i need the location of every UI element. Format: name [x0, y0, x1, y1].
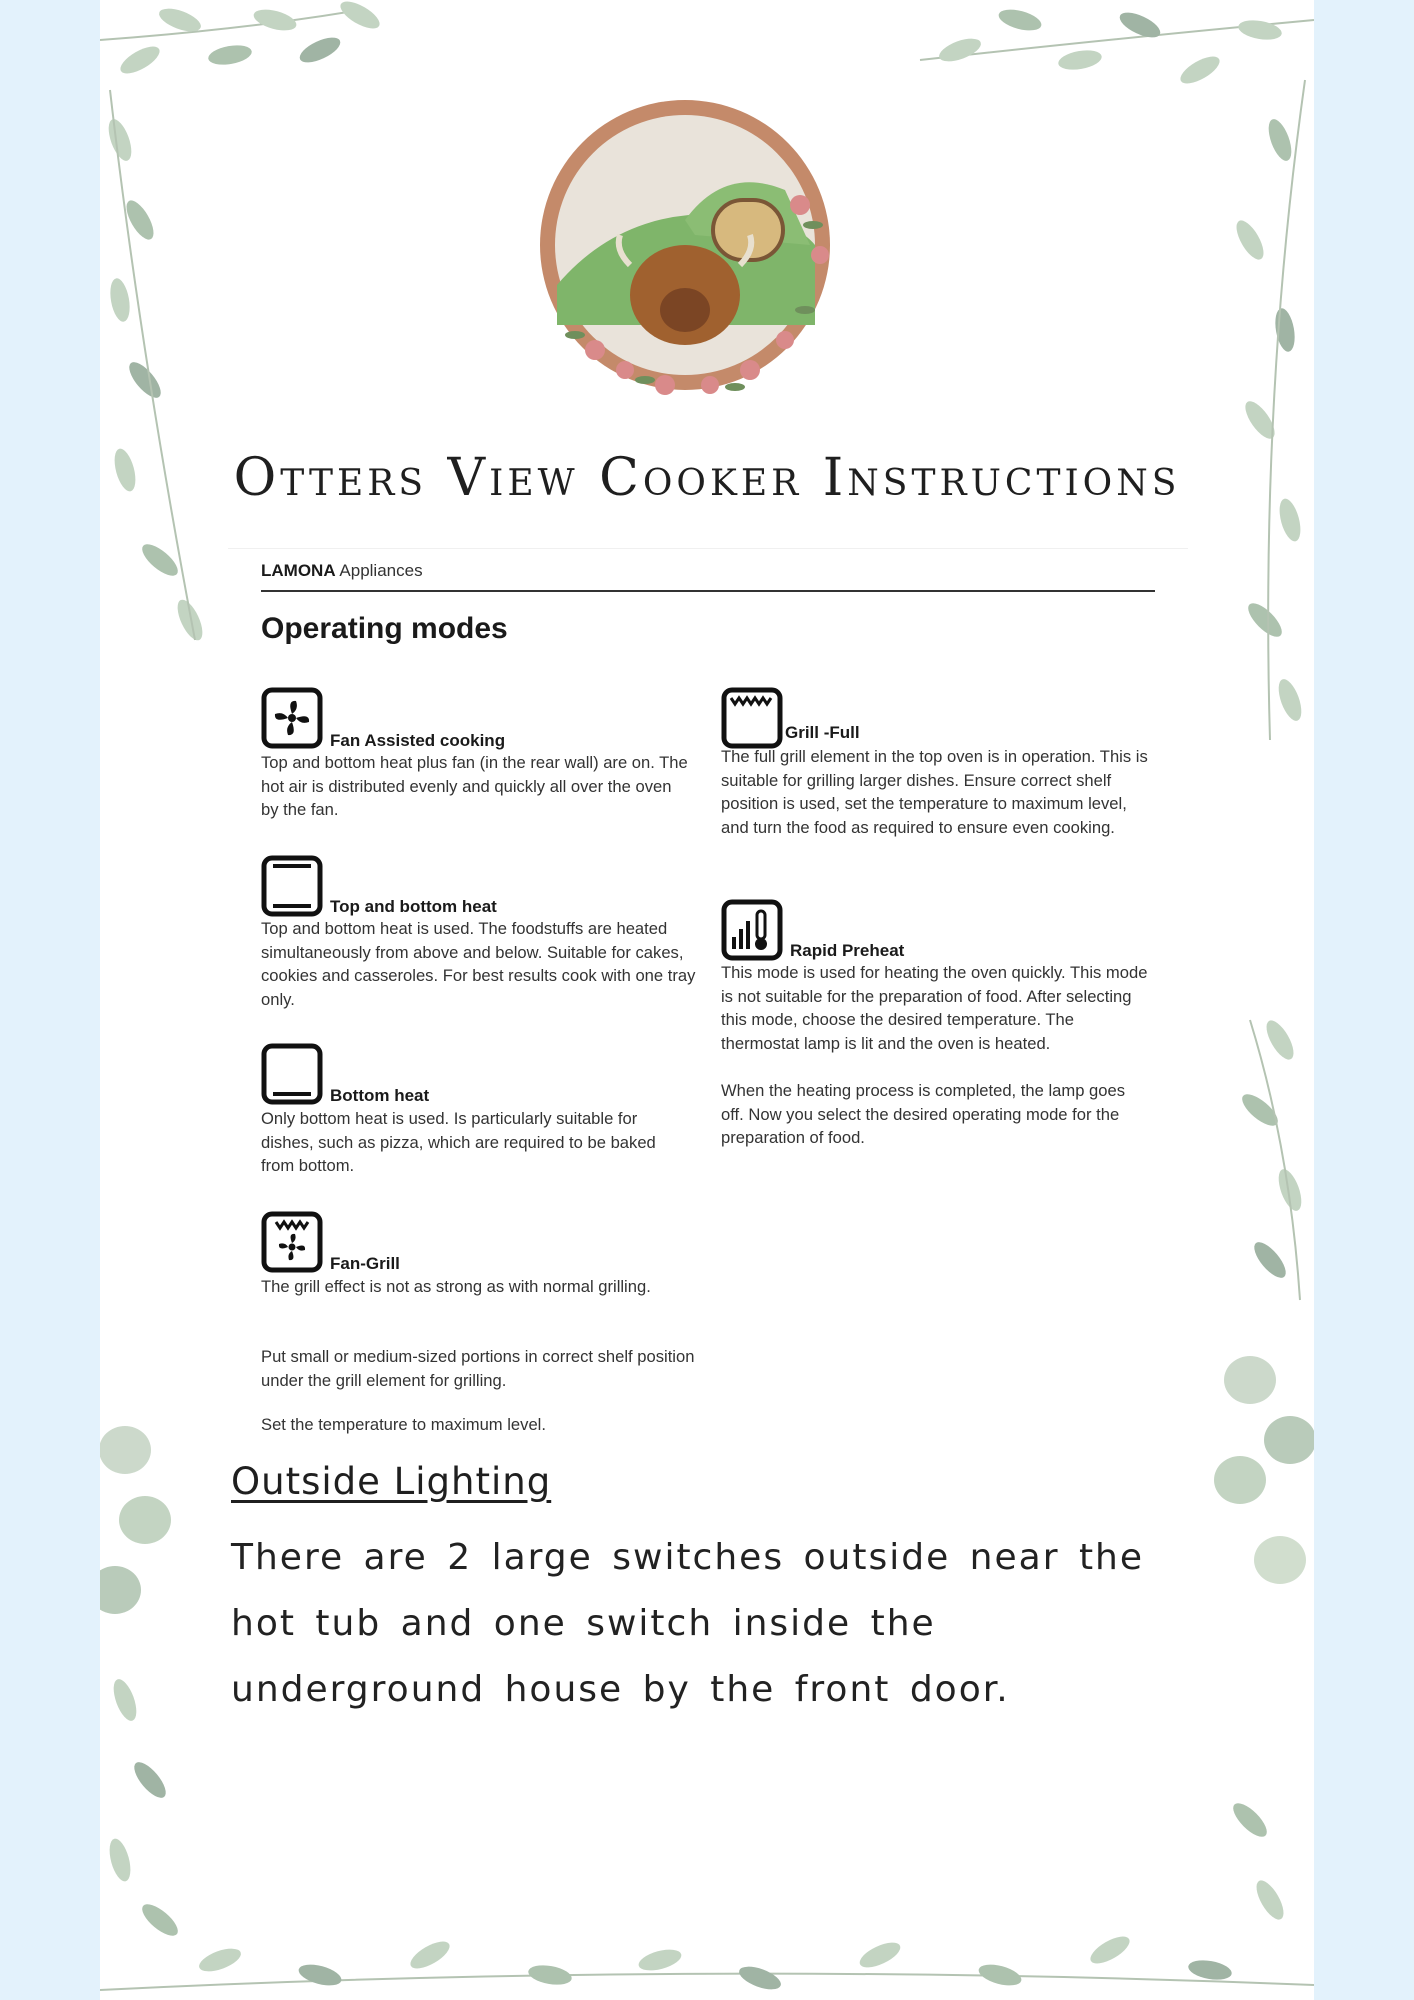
mode-description: This mode is used for heating the oven quickly. This mode is not suitable for the preparation of food. After selecting this mode, choose the desired temperature. The thermostat lamp is lit and the oven is heated.	[721, 963, 1148, 1053]
mode-top-bottom-heat	[261, 855, 711, 1025]
mode-description: Only bottom heat is used. Is particularly suitable for dishes, such as pizza, which are required to be baked from bottom.	[261, 1109, 656, 1175]
mode-description: Top and bottom heat plus fan (in the rear wall) are on. The hot air is distributed evenly and quickly all over the oven by the fan.	[261, 753, 688, 819]
mode-rapid-preheat	[721, 899, 1161, 1169]
bottom-heat-icon	[261, 1043, 323, 1105]
fan-grill-icon	[261, 1211, 323, 1273]
mode-name: Bottom heat	[330, 1086, 430, 1105]
section-heading: Operating modes	[261, 612, 508, 645]
mode-grill-full	[721, 687, 1161, 867]
mode-bottom-heat	[261, 1043, 701, 1193]
document-page	[100, 0, 1314, 2000]
fan-icon	[261, 687, 323, 749]
mode-name: Grill -Full	[785, 723, 860, 742]
mode-description: Top and bottom heat is used. The foodstuffs are heated simultaneously from above and below. Suitable for cakes, cookies and casseroles. For best results cook with one tray only.	[261, 919, 696, 1009]
top-bottom-heat-icon	[261, 855, 323, 917]
mode-description-3: Set the temperature to maximum level.	[261, 1415, 546, 1434]
header-rule	[261, 590, 1155, 592]
brand-subtitle: Appliances	[339, 561, 423, 580]
mode-description-2: Put small or medium-sized portions in correct shelf position under the grill element for grilling.	[261, 1347, 695, 1390]
brand-header	[261, 561, 423, 581]
mode-name: Rapid Preheat	[790, 941, 905, 960]
mode-description: The grill effect is not as strong as with normal grilling.	[261, 1277, 651, 1296]
highland-cow-round-window-logo	[535, 95, 885, 410]
rapid-preheat-icon	[721, 899, 783, 961]
mode-name: Fan Assisted cooking	[330, 731, 506, 750]
mode-name: Top and bottom heat	[330, 897, 497, 916]
mode-name: Fan-Grill	[330, 1254, 400, 1273]
full-grill-icon	[721, 687, 783, 749]
page-title: Otters View Cooker Instructions	[233, 448, 1181, 508]
mode-fan-grill	[261, 1211, 711, 1451]
mode-description: The full grill element in the top oven is in operation. This is suitable for grilling larger dishes. Ensure correct shelf position is used, set the temperature to maximum level, and turn the food as required to ensure even cooking.	[721, 747, 1148, 837]
outside-lighting-text: There are 2 large switches outside near the hot tub and one switch inside the underground house by the front door.	[231, 1537, 1145, 1710]
brand-name: LAMONA	[261, 561, 336, 580]
oven-manual-excerpt	[228, 548, 1188, 1447]
outside-lighting-heading: Outside Lighting	[231, 1460, 552, 1503]
mode-description-2: When the heating process is completed, the lamp goes off. Now you select the desired operating mode for the preparation of food.	[721, 1081, 1126, 1147]
mode-fan-assisted	[261, 687, 701, 827]
